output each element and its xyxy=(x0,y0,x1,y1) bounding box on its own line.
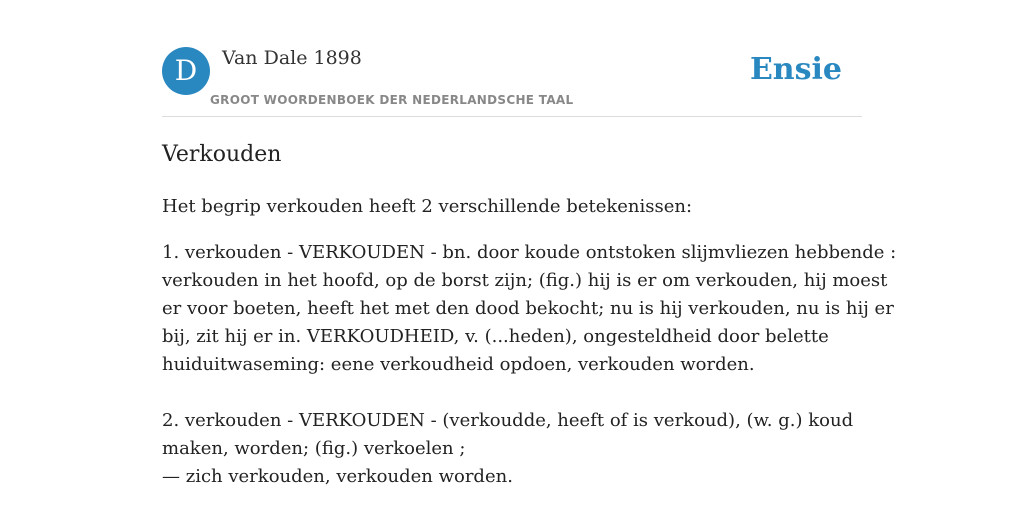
entry-intro: Het begrip verkouden heeft 2 verschillende betekenissen: xyxy=(162,196,693,217)
source-logo-badge[interactable]: D xyxy=(162,47,210,95)
meaning-line: verkouden in het hoofd, op de borst zijn; (fig.) hij is er om verkouden, hij moest xyxy=(162,270,888,291)
entry-title: Verkouden xyxy=(162,142,282,167)
meaning-line: 1. verkouden - VERKOUDEN - bn. door koude ontstoken slijmvliezen hebbende : xyxy=(162,242,897,263)
meaning-line: huiduitwaseming: eene verkoudheid opdoen, verkouden worden. xyxy=(162,354,755,375)
brand-logo[interactable]: Ensie xyxy=(749,52,842,87)
source-title[interactable]: Van Dale 1898 xyxy=(222,47,362,69)
meaning-2 xyxy=(162,407,862,491)
meaning-line: maken, worden; (fig.) verkoelen ; xyxy=(162,438,466,459)
source-subtitle: GROOT WOORDENBOEK DER NEDERLANDSCHE TAAL xyxy=(210,93,574,107)
meaning-line: bij, zit hij er in. VERKOUDHEID, v. (...heden), ongesteldheid door belette xyxy=(162,326,829,347)
meaning-line: — zich verkouden, verkouden worden. xyxy=(162,466,513,487)
meaning-line: 2. verkouden - VERKOUDEN - (verkoudde, heeft of is verkoud), (w. g.) koud xyxy=(162,410,854,431)
meaning-1 xyxy=(162,239,897,379)
meanings-list xyxy=(162,239,897,491)
header xyxy=(162,44,862,117)
meaning-line: er voor boeten, heeft het met den dood bekocht; nu is hij verkouden, nu is hij er xyxy=(162,298,894,319)
